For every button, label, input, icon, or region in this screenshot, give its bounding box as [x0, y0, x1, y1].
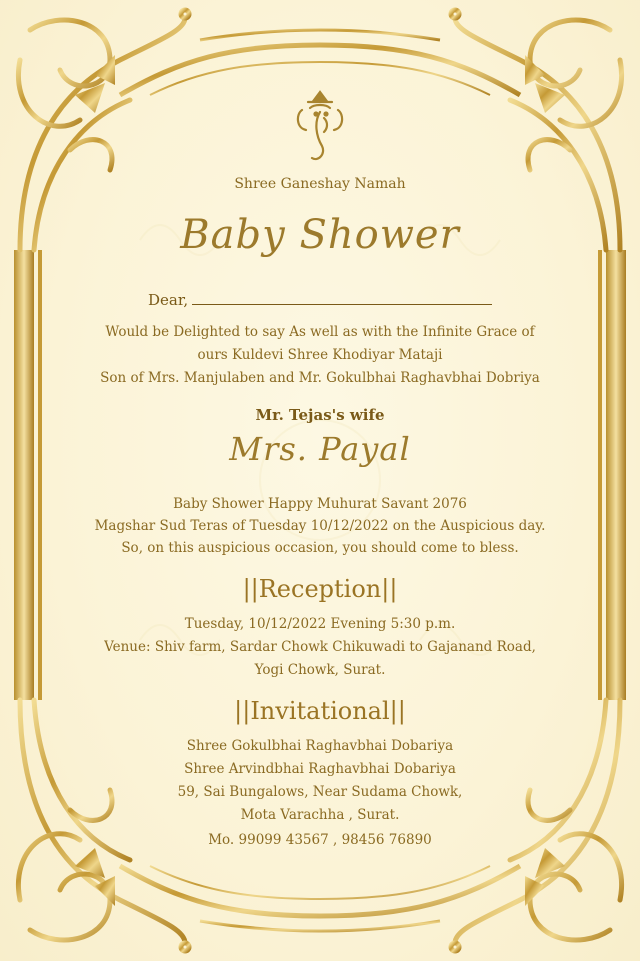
- intro-line-2: ours Kuldevi Shree Khodiyar Mataji: [197, 347, 443, 363]
- contact-phone: Mo. 99099 43567 , 98456 76890: [208, 832, 432, 848]
- muhurat-line-3: So, on this auspicious occasion, you should come to bless.: [121, 540, 519, 556]
- reception-line-1: Tuesday, 10/12/2022 Evening 5:30 p.m.: [184, 616, 456, 632]
- intro-line-3: Son of Mrs. Manjulaben and Mr. Gokulbhai Raghavbhai Dobriya: [100, 370, 540, 386]
- dear-line: [148, 290, 492, 309]
- invitational-line-2: Shree Arvindbhai Raghavbhai Dobariya: [184, 761, 456, 777]
- reception-heading: ||Reception||: [242, 575, 398, 603]
- honoree-relation: Mr. Tejas's wife: [255, 406, 385, 424]
- blessing-text: Shree Ganeshay Namah: [234, 176, 406, 192]
- honoree-name: Mrs. Payal: [229, 430, 411, 468]
- reception-line-3: Yogi Chowk, Surat.: [254, 662, 386, 678]
- dear-label: Dear,: [148, 291, 189, 309]
- invitational-line-4: Mota Varachha , Surat.: [240, 807, 400, 823]
- intro-line-1: Would be Delighted to say As well as with the Infinite Grace of: [105, 324, 535, 340]
- invitational-line-3: 59, Sai Bungalows, Near Sudama Chowk,: [177, 784, 463, 800]
- muhurat-line-2: Magshar Sud Teras of Tuesday 10/12/2022 on the Auspicious day.: [94, 518, 546, 534]
- invitation-title: Baby Shower: [180, 212, 460, 258]
- guest-name-blank: [192, 290, 492, 305]
- muhurat-line-1: Baby Shower Happy Muhurat Savant 2076: [173, 496, 467, 512]
- reception-line-2: Venue: Shiv farm, Sardar Chowk Chikuwadi to Gajanand Road,: [104, 639, 536, 655]
- invitational-line-1: Shree Gokulbhai Raghavbhai Dobariya: [186, 738, 454, 754]
- invitational-heading: ||Invitational||: [234, 697, 406, 725]
- ganesha-icon: [292, 88, 348, 172]
